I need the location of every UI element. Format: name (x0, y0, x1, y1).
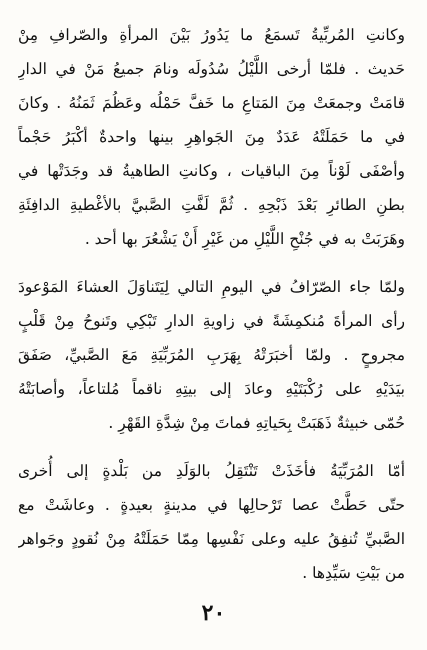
text-line: الصَّبيِّ تُنفِقُ عليه وعلى نَفْسِها مِمّا حَمَلَتْهُ مِنْ نُقودٍ وجَواهر (18, 530, 405, 548)
page-number: ٢٠ (201, 600, 226, 626)
text-line: مجروحٍ . ولمّا أخبَرَتْهُ بِهَرَبِ المُرَبِّيَةِ مَعَ الصَّبيِّ، صَفَقَ (18, 346, 405, 364)
text-line: بطنِ الطائرِ بَعْدَ ذَبْحِهِ . ثُمَّ لَفَّتِ الصَّبيَّ بالأغْطيةِ الدافِئَةِ (18, 196, 405, 214)
text-line: في ما حَمَلَتْهُ عَدَدٌ مِنَ الجَواهِرِ بينها واحدةٌ أكْبَرُ حَجْماً (18, 128, 405, 146)
text-line: أمّا المُرَبِّيَةُ فأخَذَتْ تَنْتَقِلُ بالوَلَدِ من بَلْدةٍ إلى أُخرى (18, 462, 405, 480)
text-line: من بَيْتِ سَيِّدِها . (302, 564, 405, 582)
text-line: قامَتْ وجمعَتْ مِنَ المَتاعِ ما خَفَّ حَمْلُه وعَظُمَ ثَمَنُهُ . وكانَ (18, 94, 405, 112)
text-line: بيَدَيْهِ على رُكْبَتَيْهِ وعادَ إلى بيتِهِ ناقماً مُلتاعاً، وأصابَتْهُ (18, 380, 405, 398)
text-line: وهَرَبَتْ به في جُنْحِ اللَّيْلِ من غَيْرِ أَنْ يَشْعُرَ بها أحد . (84, 230, 405, 248)
text-line: وكانتِ المُربِّيةُ تَسمَعُ ما يَدُورُ بَيْنَ المرأةِ والصّرافِ مِنْ (18, 26, 405, 44)
text-line: حُمّى خبيثةٌ ذَهَبَتْ بِحَياتِهِ فماتَ مِنْ شِدَّةِ القَهْرِ . (108, 414, 405, 432)
text-line: وأصْفَى لَوْناً مِنَ الباقيات ، وكانتِ الطاهيةُ قد وجَدَتْها في (18, 162, 405, 180)
paragraph-1 (18, 18, 405, 256)
text-line: حتّى حَطَّتْ عصا تَرْحالِها في مدينةٍ بعيدةٍ . وعاشَتْ مع (18, 496, 405, 514)
paragraph-3 (18, 454, 405, 590)
book-page (18, 18, 405, 650)
paragraph-2 (18, 270, 405, 440)
text-line: رأى المرأةَ مُنكمِشَةً في زاويةِ الدارِ تَبْكِي وتَنوحُ مِنْ قَلْبٍ (18, 312, 405, 330)
text-line: ولمّا جاء الصّرّافُ في اليومِ التالي لِيَتَناوَلَ العشاءَ المَوْعودَ (18, 278, 405, 296)
text-line: حَديث . فلمّا أرخى اللَّيْلُ سُدُولَه ونامَ جميعُ مَنْ في الدارِ (18, 60, 405, 78)
